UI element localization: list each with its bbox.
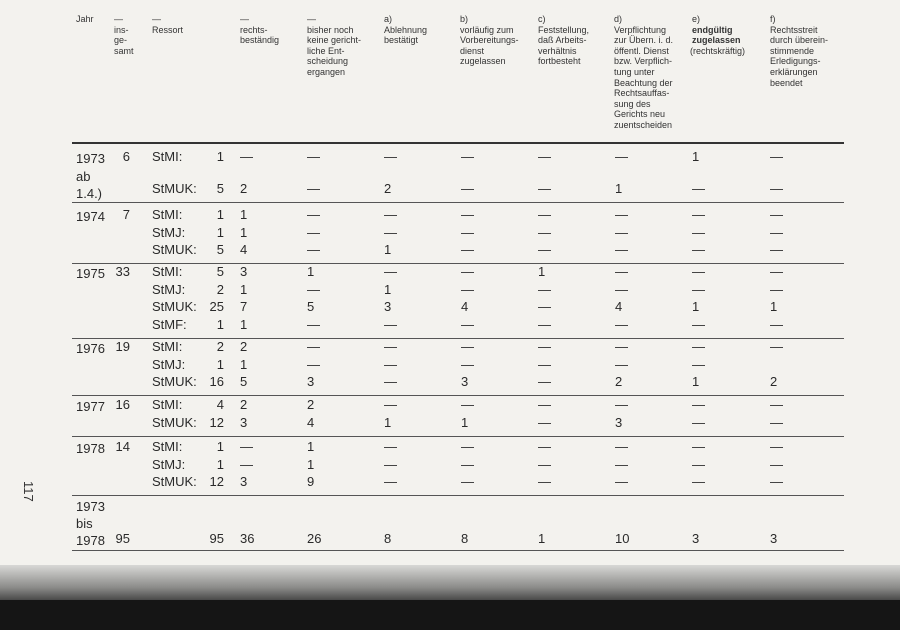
summary-e: 3 <box>692 531 700 546</box>
cell-b: — <box>461 181 474 196</box>
cell-f: — <box>770 224 783 240</box>
cell-c: — <box>538 439 551 454</box>
cell-c: — <box>538 242 551 258</box>
cell-a: 1 <box>384 281 392 297</box>
cell-d: — <box>615 281 628 297</box>
cell-f: — <box>770 397 783 412</box>
cell-e: 1 <box>692 299 700 315</box>
cell-f: 2 <box>770 374 778 390</box>
header-ressort: — Ressort <box>152 14 184 35</box>
cell-e: — <box>692 281 705 297</box>
group-divider <box>72 338 844 339</box>
cell-b: — <box>461 149 474 164</box>
ressort-label: StMJ: <box>152 224 186 240</box>
group-total: 33 <box>115 264 130 279</box>
cell-e: — <box>692 242 705 258</box>
cell-c: — <box>538 316 551 332</box>
cell-rb: 2 <box>240 397 248 412</box>
scan-background <box>0 600 900 630</box>
group-total: 7 <box>122 207 130 222</box>
cell-c: — <box>538 414 551 430</box>
cell-rb: 1 <box>240 207 248 222</box>
group-total: 16 <box>115 397 130 412</box>
cell-f: — <box>770 456 783 472</box>
cell-a: 1 <box>384 414 392 430</box>
cell-c: 1 <box>538 264 546 279</box>
group-year: 1975 <box>76 266 105 281</box>
cell-bisher: 9 <box>307 474 315 490</box>
cell-a: — <box>384 397 397 412</box>
ressort-label: StMUK: <box>152 374 197 390</box>
cell-e: — <box>692 356 705 372</box>
ressort-label: StMUK: <box>152 299 197 315</box>
cell-f: — <box>770 281 783 297</box>
cell-c: — <box>538 181 551 196</box>
cell-e: — <box>692 207 705 222</box>
cell-e: — <box>692 316 705 332</box>
ressort-count: 5 <box>216 242 224 258</box>
cell-bisher: — <box>307 316 320 332</box>
header-insgesamt: — ins- ge- samt <box>114 14 134 56</box>
cell-rb: — <box>240 149 253 164</box>
cell-rb: 4 <box>240 242 248 258</box>
cell-c: — <box>538 299 551 315</box>
group-year: 1973 ab 1.4.) <box>76 151 105 202</box>
ressort-count: 5 <box>216 181 224 196</box>
cell-d: — <box>615 439 628 454</box>
ressort-label: StMI: <box>152 439 183 454</box>
cell-bisher: 5 <box>307 299 315 315</box>
ressort-label: StMI: <box>152 397 183 412</box>
cell-b: — <box>461 456 474 472</box>
group-total: 14 <box>115 439 130 454</box>
summary-a: 8 <box>384 531 392 546</box>
cell-b: — <box>461 224 474 240</box>
header-bisher: — bisher noch keine gericht- liche Ent- scheidung ergangen <box>307 14 362 77</box>
header-a: a) Ablehnung bestätigt <box>384 14 428 46</box>
cell-rb: 2 <box>240 339 248 354</box>
cell-c: — <box>538 207 551 222</box>
summary-label: 1973 bis 1978 <box>76 499 105 548</box>
ressort-count: 16 <box>209 374 224 390</box>
cell-bisher: 1 <box>307 439 315 454</box>
cell-f: — <box>770 264 783 279</box>
cell-b: — <box>461 207 474 222</box>
group-total: 6 <box>122 149 130 164</box>
summary-rb: 36 <box>240 531 255 546</box>
cell-d: — <box>615 207 628 222</box>
header-e-rest: (rechtskräftig) <box>690 45 746 56</box>
cell-bisher: 1 <box>307 456 315 472</box>
cell-e: — <box>692 439 705 454</box>
cell-f: — <box>770 242 783 258</box>
cell-bisher: — <box>307 207 320 222</box>
cell-a: — <box>384 224 397 240</box>
cell-d: — <box>615 474 628 490</box>
cell-d: 4 <box>615 299 623 315</box>
summary-total: 95 <box>115 531 130 546</box>
cell-rb: 3 <box>240 264 248 279</box>
cell-b: 3 <box>461 374 469 390</box>
cell-bisher: 4 <box>307 414 315 430</box>
cell-c: — <box>538 281 551 297</box>
cell-b: — <box>461 397 474 412</box>
cell-f: — <box>770 439 783 454</box>
ressort-label: StMJ: <box>152 281 186 297</box>
ressort-label: StMF: <box>152 316 187 332</box>
group-year: 1976 <box>76 341 105 356</box>
cell-f: — <box>770 339 783 354</box>
ressort-count: 1 <box>216 456 224 472</box>
cell-e: 1 <box>692 374 700 390</box>
cell-f: — <box>770 414 783 430</box>
cell-d: — <box>615 397 628 412</box>
summary-bisher: 26 <box>307 531 322 546</box>
ressort-count: 12 <box>209 474 224 490</box>
cell-bisher: — <box>307 224 320 240</box>
ressort-label: StMUK: <box>152 242 197 258</box>
cell-b: — <box>461 316 474 332</box>
cell-b: — <box>461 356 474 372</box>
cell-f: — <box>770 181 783 196</box>
group-divider <box>72 263 844 264</box>
cell-a: — <box>384 474 397 490</box>
cell-b: — <box>461 474 474 490</box>
cell-d: — <box>615 356 628 372</box>
cell-a: — <box>384 439 397 454</box>
ressort-label: StMI: <box>152 264 183 279</box>
summary-b: 8 <box>461 531 469 546</box>
cell-c: — <box>538 374 551 390</box>
cell-c: — <box>538 397 551 412</box>
cell-rb: 7 <box>240 299 248 315</box>
cell-e: 1 <box>692 149 700 164</box>
ressort-count: 2 <box>216 339 224 354</box>
group-year: 1974 <box>76 209 105 224</box>
page-edge-shadow <box>0 565 900 603</box>
cell-a: 3 <box>384 299 392 315</box>
cell-d: 3 <box>615 414 623 430</box>
cell-rb: 3 <box>240 474 248 490</box>
ressort-count: 1 <box>216 207 224 222</box>
cell-bisher: 2 <box>307 397 315 412</box>
cell-f: — <box>770 149 783 164</box>
cell-b: 4 <box>461 299 469 315</box>
ressort-count: 1 <box>216 149 224 164</box>
cell-rb: 1 <box>240 224 248 240</box>
ressort-count: 1 <box>216 316 224 332</box>
header-jahr: Jahr <box>76 14 94 24</box>
cell-bisher: — <box>307 339 320 354</box>
ressort-label: StMJ: <box>152 456 186 472</box>
cell-d: — <box>615 242 628 258</box>
summary-d: 10 <box>615 531 630 546</box>
cell-f: — <box>770 207 783 222</box>
cell-bisher: 1 <box>307 264 315 279</box>
ressort-label: StMI: <box>152 339 183 354</box>
ressort-label: StMUK: <box>152 474 197 490</box>
group-total: 19 <box>115 339 130 354</box>
cell-f: — <box>770 474 783 490</box>
cell-a: — <box>384 374 397 390</box>
ressort-count: 2 <box>216 281 224 297</box>
ressort-count: 25 <box>209 299 224 315</box>
cell-c: — <box>538 149 551 164</box>
cell-a: — <box>384 149 397 164</box>
cell-rb: 1 <box>240 356 248 372</box>
cell-c: — <box>538 356 551 372</box>
ressort-label: StMJ: <box>152 356 186 372</box>
cell-e: — <box>692 224 705 240</box>
cell-a: — <box>384 356 397 372</box>
cell-bisher: — <box>307 242 320 258</box>
cell-a: 1 <box>384 242 392 258</box>
cell-e: — <box>692 397 705 412</box>
cell-d: — <box>615 224 628 240</box>
group-divider <box>72 436 844 437</box>
cell-d: — <box>615 316 628 332</box>
ressort-label: StMI: <box>152 149 183 164</box>
ressort-count: 5 <box>216 264 224 279</box>
cell-a: — <box>384 207 397 222</box>
cell-a: — <box>384 264 397 279</box>
group-divider <box>72 395 844 396</box>
header-rule <box>72 142 844 144</box>
cell-b: — <box>461 439 474 454</box>
ressort-label: StMUK: <box>152 414 197 430</box>
summary-count: 95 <box>209 531 224 546</box>
cell-a: — <box>384 339 397 354</box>
cell-rb: 3 <box>240 414 248 430</box>
header-rechtsbestaendig: — rechts- beständig <box>240 14 280 46</box>
header-c: c) Feststellung, daß Arbeits- verhältnis fortbesteht <box>538 14 590 67</box>
cell-d: 1 <box>615 181 623 196</box>
cell-d: — <box>615 264 628 279</box>
cell-e: — <box>692 414 705 430</box>
header-b: b) vorläufig zum Vorbereitungs- dienst zugelassen <box>460 14 519 67</box>
cell-c: — <box>538 456 551 472</box>
cell-e: — <box>692 181 705 196</box>
ressort-count: 1 <box>216 439 224 454</box>
header-e-bold: endgültig zugelassen <box>692 24 741 46</box>
ressort-count: 4 <box>216 397 224 412</box>
ressort-count: 12 <box>209 414 224 430</box>
cell-a: — <box>384 456 397 472</box>
group-divider <box>72 202 844 203</box>
header-d: d) Verpflichtung zur Übern. i. d. öffentl. Dienst bzw. Verpflich- tung unter Beachtung der Rechtsauffas- sung des Gerichts neu zuentscheiden <box>614 14 674 130</box>
cell-bisher: — <box>307 181 320 196</box>
cell-rb: 2 <box>240 181 248 196</box>
cell-bisher: — <box>307 281 320 297</box>
cell-b: 1 <box>461 414 469 430</box>
page-number: 117 <box>21 481 36 502</box>
summary-c: 1 <box>538 531 546 546</box>
cell-b: — <box>461 264 474 279</box>
cell-rb: 1 <box>240 281 248 297</box>
cell-b: — <box>461 281 474 297</box>
ressort-count: 1 <box>216 356 224 372</box>
cell-e: — <box>692 456 705 472</box>
cell-d: — <box>615 339 628 354</box>
cell-e: — <box>692 264 705 279</box>
ressort-label: StMI: <box>152 207 183 222</box>
group-year: 1977 <box>76 399 105 414</box>
cell-d: — <box>615 149 628 164</box>
cell-b: — <box>461 339 474 354</box>
header-e-label: e) <box>692 14 701 24</box>
cell-a: — <box>384 316 397 332</box>
cell-bisher: 3 <box>307 374 315 390</box>
cell-c: — <box>538 474 551 490</box>
summary-f: 3 <box>770 531 778 546</box>
cell-e: — <box>692 474 705 490</box>
cell-e: — <box>692 339 705 354</box>
header-f: f) Rechtsstreit durch überein- stimmende Erledigungs- erklärungen beendet <box>770 14 829 88</box>
cell-bisher: — <box>307 356 320 372</box>
summary-divider <box>72 550 844 551</box>
cell-f: 1 <box>770 299 778 315</box>
cell-rb: — <box>240 439 253 454</box>
cell-c: — <box>538 224 551 240</box>
ressort-label: StMUK: <box>152 181 197 196</box>
cell-rb: 5 <box>240 374 248 390</box>
group-divider <box>72 495 844 496</box>
cell-f: — <box>770 316 783 332</box>
cell-rb: — <box>240 456 253 472</box>
cell-b: — <box>461 242 474 258</box>
ressort-count: 1 <box>216 224 224 240</box>
cell-d: — <box>615 456 628 472</box>
group-year: 1978 <box>76 441 105 456</box>
cell-bisher: — <box>307 149 320 164</box>
cell-c: — <box>538 339 551 354</box>
cell-rb: 1 <box>240 316 248 332</box>
cell-a: 2 <box>384 181 392 196</box>
cell-d: 2 <box>615 374 623 390</box>
